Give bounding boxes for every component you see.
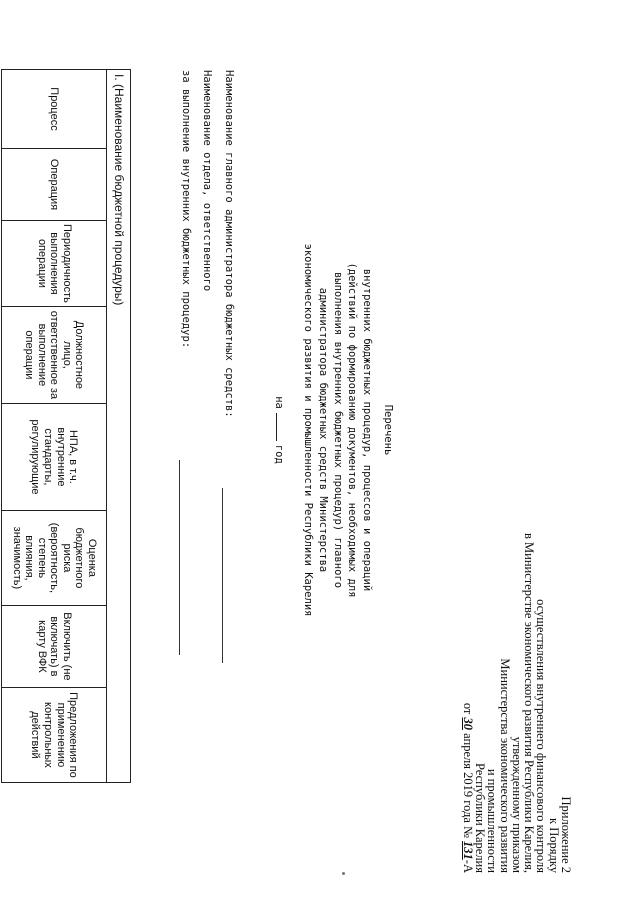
year-blank bbox=[276, 413, 277, 441]
appendix-line: и промышленности bbox=[485, 768, 500, 873]
title-line: экономического развития и промышленности Республики Карелия bbox=[302, 243, 315, 617]
appendix-line: Приложение 2 bbox=[559, 796, 573, 873]
title-line: внутренних бюджетных процедур, процессов и операций bbox=[361, 268, 374, 592]
department-field-line-1 bbox=[201, 70, 213, 291]
date-middle: апреля 2019 года № bbox=[460, 733, 475, 838]
admin-name-label: Наименование главного администратора бюджетных средств: bbox=[223, 70, 235, 418]
appendix-block bbox=[461, 453, 572, 873]
column-header: Периодичность выполнения операции bbox=[2, 221, 107, 307]
appendix-line: утвержденному приказом bbox=[509, 736, 524, 873]
order-date-line bbox=[461, 453, 473, 873]
table-section-row bbox=[107, 70, 131, 783]
column-header: Включить (не включать) в карту ВФК bbox=[2, 605, 107, 687]
appendix-line: Министерства экономического развития bbox=[497, 658, 512, 873]
admin-name-underline bbox=[222, 488, 223, 663]
table-header-row bbox=[2, 70, 107, 783]
department-label-1: Наименование отдела, ответственного bbox=[201, 70, 213, 292]
appendix-line: Республики Карелия bbox=[472, 762, 487, 873]
title-block bbox=[271, 150, 395, 710]
order-number: 131 bbox=[460, 841, 475, 860]
title-line: (действий по формированию документов, необходимых для bbox=[346, 262, 359, 598]
department-label-2: за выполнение внутренних бюджетных процедур: bbox=[180, 70, 192, 349]
section-label: I. (Наименование бюджетной процедуры) bbox=[107, 70, 131, 783]
column-header: Операция bbox=[2, 149, 107, 221]
title-heading: Перечень bbox=[382, 404, 394, 456]
column-header: Предложения по применению контрольных действий bbox=[2, 687, 107, 782]
department-underline bbox=[179, 460, 180, 655]
appendix-line: к Порядку bbox=[546, 818, 561, 873]
appendix-line: в Министерстве экономического развития Республики Карелия, bbox=[522, 533, 537, 873]
column-header: НПА, в т.ч. внутренние стандарты, регулирующие bbox=[2, 403, 107, 510]
order-suffix: -А bbox=[460, 859, 475, 873]
department-field-line-2 bbox=[180, 70, 192, 348]
appendix-line: осуществления внутреннего финансового контроля bbox=[534, 599, 549, 873]
title-line: администратора бюджетных средств Министерства bbox=[316, 287, 329, 573]
column-header: Должностное лицо, ответственное за выполнение операции bbox=[2, 306, 107, 403]
year-line bbox=[271, 150, 286, 710]
scan-speck bbox=[342, 872, 345, 875]
admin-name-field bbox=[223, 70, 235, 418]
date-day: 30 bbox=[460, 717, 475, 731]
column-header: Оценка бюджетного риска (вероятность, степень влияния, значимость) bbox=[2, 510, 107, 605]
year-prefix: на bbox=[273, 396, 286, 409]
procedures-table bbox=[1, 69, 131, 783]
column-header: Процесс bbox=[2, 70, 107, 149]
year-suffix: год bbox=[273, 444, 286, 464]
title-line: выполнения внутренних бюджетных процедур) главного bbox=[331, 271, 344, 589]
date-prefix: от bbox=[460, 702, 475, 715]
